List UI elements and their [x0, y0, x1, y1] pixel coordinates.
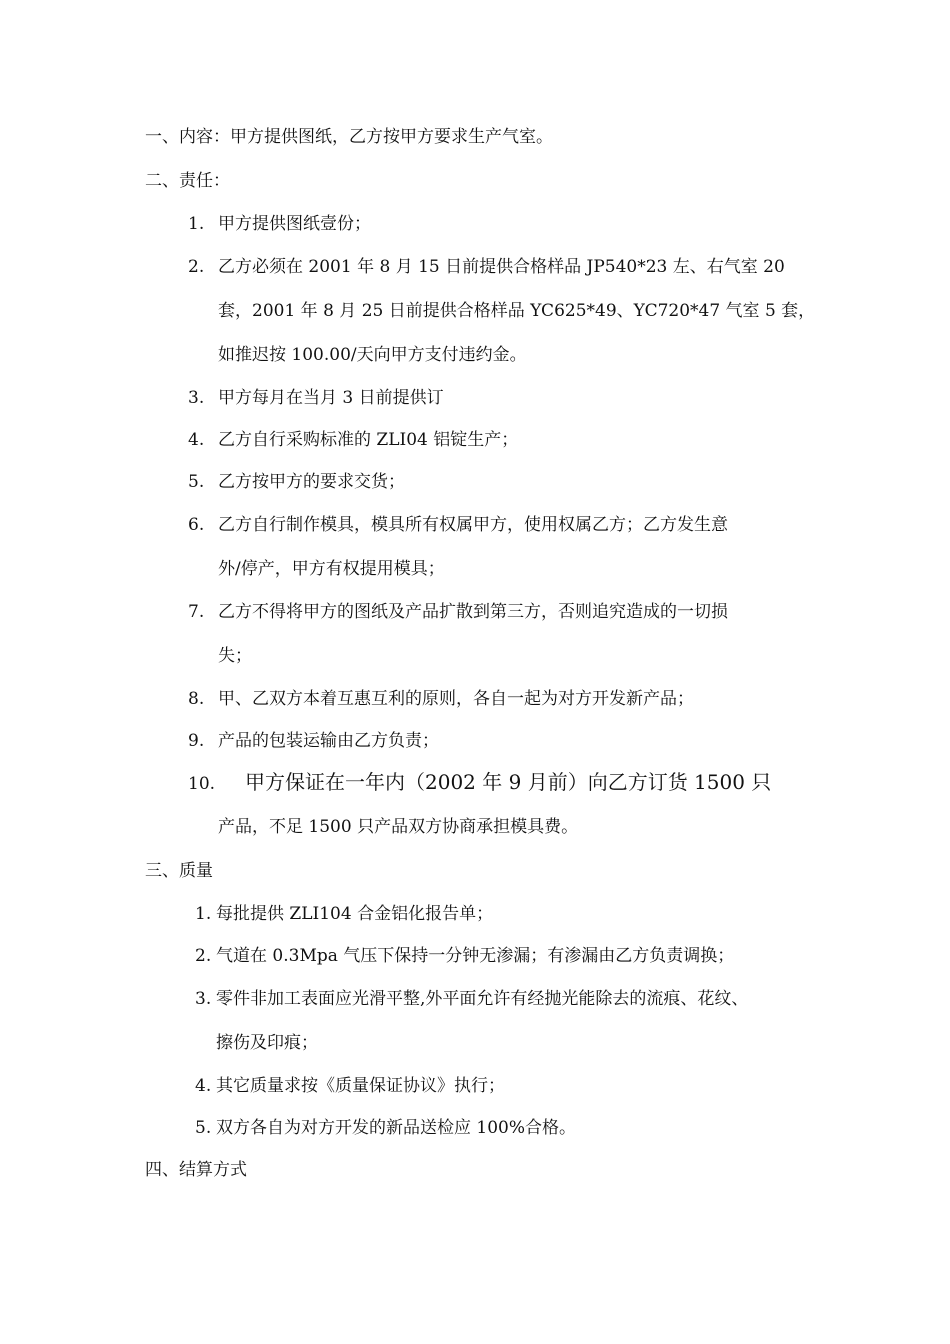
- section-3-heading: 三、质量: [145, 861, 213, 881]
- item-text: 如推迟按 100.00/天向甲方支付违约金。: [218, 345, 527, 365]
- item-text: 产品的包装运输由乙方负责；: [218, 731, 439, 751]
- item-text: 双方各自为对方开发的新品送检应 100%合格。: [216, 1118, 577, 1138]
- item-text: 甲方每月在当月 3 日前提供订: [218, 388, 444, 408]
- item-text: 乙方必须在 2001 年 8 月 15 日前提供合格样品 JP540*23 左、右气室 20: [218, 257, 785, 277]
- item-number: 4.: [195, 1076, 212, 1096]
- item-text: 擦伤及印痕；: [216, 1033, 318, 1053]
- item-text: 套，2001 年 8 月 25 日前提供合格样品 YC625*49、YC720*47 气室 5 套，: [218, 301, 816, 321]
- item-text: 气道在 0.3Mpa 气压下保持一分钟无渗漏；有渗漏由乙方负责调换；: [216, 946, 735, 966]
- item-text: 甲、乙双方本着互惠互利的原则，各自一起为对方开发新产品；: [218, 689, 694, 709]
- item-text: 乙方按甲方的要求交货；: [218, 472, 405, 492]
- section-2-heading: 二、责任：: [145, 171, 230, 191]
- item-text: 乙方不得将甲方的图纸及产品扩散到第三方，否则追究造成的一切损: [218, 602, 728, 622]
- item-number: 7.: [188, 602, 205, 622]
- item-text: 甲方保证在一年内（2002 年 9 月前）向乙方订货 1500 只: [245, 770, 772, 794]
- item-text: 甲方提供图纸壹份；: [218, 214, 371, 234]
- item-number: 2.: [188, 257, 205, 277]
- item-text: 乙方自行采购标准的 ZLI04 铝锭生产；: [218, 430, 519, 450]
- section-4-heading: 四、结算方式: [145, 1160, 247, 1180]
- item-text: 产品，不足 1500 只产品双方协商承担模具费。: [218, 817, 579, 837]
- item-text: 乙方自行制作模具，模具所有权属甲方，使用权属乙方；乙方发生意: [218, 515, 728, 535]
- section-1-heading: 一、内容：甲方提供图纸，乙方按甲方要求生产气室。: [145, 127, 553, 147]
- item-number: 3.: [195, 989, 212, 1009]
- item-number: 1.: [195, 904, 212, 924]
- item-number: 3.: [188, 388, 205, 408]
- item-text: 其它质量求按《质量保证协议》执行；: [216, 1076, 505, 1096]
- item-number: 5.: [195, 1118, 212, 1138]
- item-number: 5.: [188, 472, 205, 492]
- item-number: 9.: [188, 731, 205, 751]
- item-number: 4.: [188, 430, 205, 450]
- item-number: 6.: [188, 515, 205, 535]
- item-text: 失；: [218, 646, 252, 666]
- item-text: 每批提供 ZLI104 合金铝化报告单；: [216, 904, 494, 924]
- item-number: 2.: [195, 946, 212, 966]
- item-number: 10.: [188, 774, 216, 794]
- item-text: 零件非加工表面应光滑平整,外平面允许有经抛光能除去的流痕、花纹、: [216, 989, 749, 1009]
- item-number: 1.: [188, 214, 205, 234]
- item-number: 8.: [188, 689, 205, 709]
- item-text: 外/停产，甲方有权提用模具；: [218, 559, 445, 579]
